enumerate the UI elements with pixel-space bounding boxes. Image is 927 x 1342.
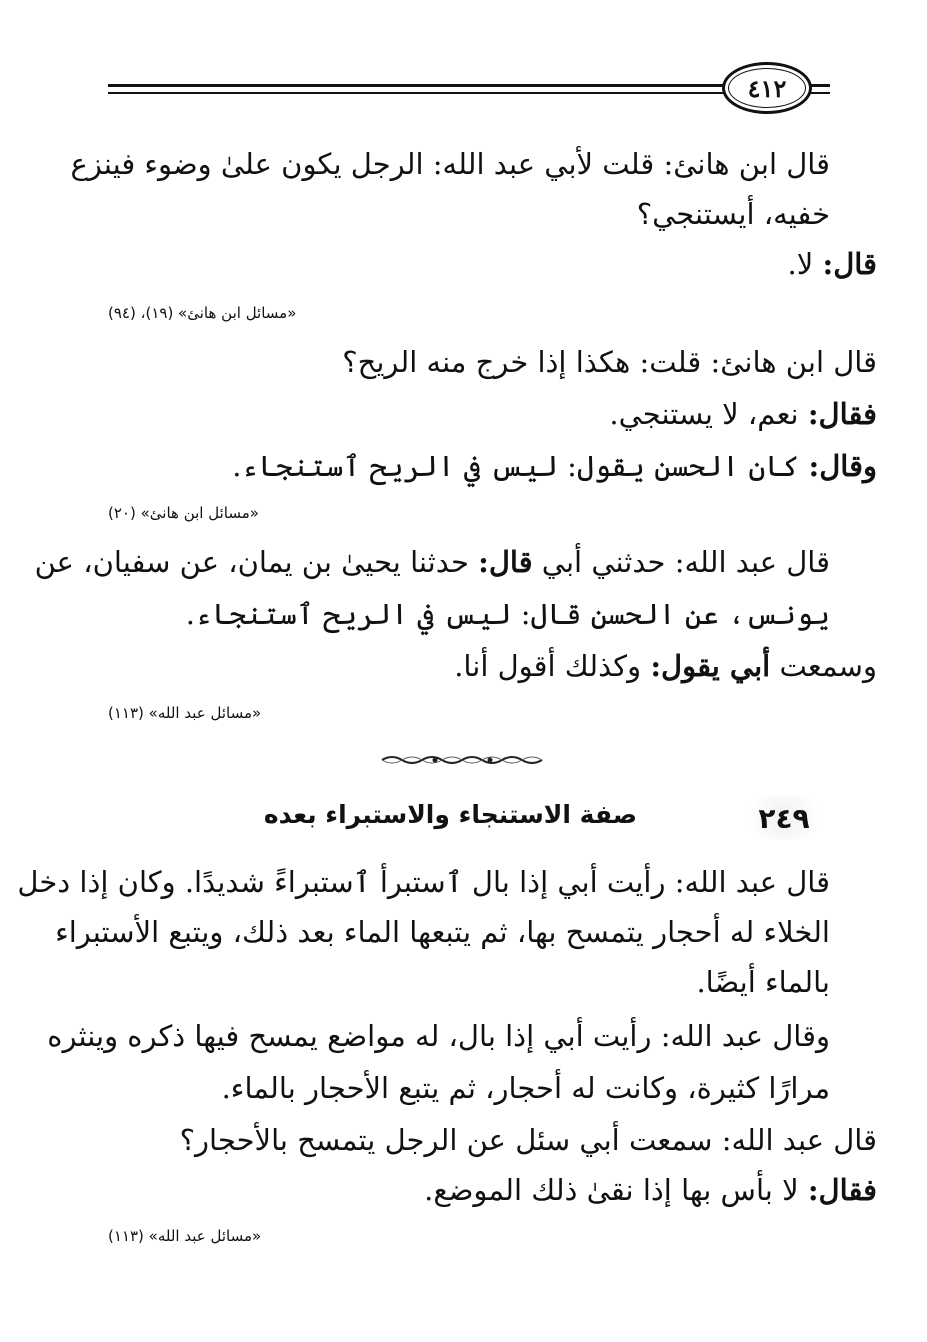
- paragraph-line: [70, 140, 830, 188]
- speaker-label: قال:: [478, 545, 533, 579]
- text-run: لا.: [787, 247, 823, 281]
- text-run: نعم، لا يستنجي.: [609, 397, 808, 431]
- header-rule-left: [108, 84, 726, 87]
- paragraph-line: [424, 1166, 877, 1214]
- text-run: قال عبد الله: سمعت أبي سئل عن الرجل يتمسح بالأحجار؟: [179, 1123, 877, 1157]
- text-run: حدثنا يحيىٰ بن يمان، عن سفيان، عن: [34, 545, 479, 579]
- text-run: خفيه، أيستنجي؟: [636, 197, 830, 231]
- text-run: قال ابن هانئ: قلت: هكذا إذا خرج منه الريح؟: [342, 345, 877, 379]
- text-run: الخلاء له أحجار يتمسح بها، ثم يتبعها الماء بعد ذلك، ويتبع الأستبراء: [55, 915, 830, 949]
- paragraph-line: [55, 908, 830, 956]
- text-run: قال عبد الله: حدثني أبي: [532, 545, 830, 579]
- paragraph-line: [180, 1116, 877, 1164]
- paragraph-line: [788, 240, 877, 288]
- speaker-label: وقال:: [808, 449, 877, 483]
- citation: «مسائل عبد الله» (١١٣): [108, 704, 262, 722]
- text-run: وكذلك أقول أنا.: [454, 649, 651, 683]
- text-run: مرارًا كثيرة، وكانت له أحجار، ثم يتبع الأحجار بالماء.: [221, 1071, 830, 1105]
- speaker-label: فقال:: [807, 1173, 877, 1207]
- paragraph-line: [609, 390, 877, 438]
- text-run: وقال عبد الله: رأيت أبي إذا بال، له مواضع يمسح فيها ذكره وينثره: [47, 1019, 830, 1053]
- paragraph-line: [47, 1012, 830, 1060]
- text-run: قال ابن هانئ: قلت لأبي عبد الله: الرجل يكون علىٰ وضوء فينزع: [70, 147, 830, 181]
- citation: «مسائل ابن هانئ» (١٩)، (٩٤): [108, 304, 297, 322]
- paragraph-line: [232, 442, 877, 490]
- text-run: وسمعت: [770, 649, 877, 683]
- text-run: يونس، عن الحسن قال: ليس في الريح ٱستنجاء.: [185, 597, 830, 631]
- paragraph-line: [696, 958, 830, 1006]
- section-number: ٢٤٩: [738, 796, 830, 840]
- page-number: ٤١٢: [747, 73, 787, 103]
- text-run: كان الحسن يقول: ليس في الريح ٱستنجاء.: [232, 449, 809, 483]
- citation: «مسائل عبد الله» (١١٣): [108, 1227, 262, 1245]
- text-run: لا بأس بها إذا نقىٰ ذلك الموضع.: [424, 1173, 808, 1207]
- section-title: صفة الاستنجاء والاستبراء بعده: [263, 800, 637, 829]
- paragraph-line: [222, 1064, 830, 1112]
- speaker-label: قال:: [822, 247, 877, 281]
- paragraph-line: [17, 858, 830, 906]
- paragraph-line: [454, 642, 877, 690]
- paragraph-line: [342, 338, 877, 386]
- page-number-badge: [722, 62, 812, 114]
- text-run: بالماء أيضًا.: [696, 965, 830, 999]
- ornament-divider: [380, 753, 545, 767]
- paragraph-line: [186, 590, 830, 638]
- text-run: قال عبد الله: رأيت أبي إذا بال ٱستبرأ ٱستبراءً شديدًا. وكان إذا دخل: [17, 865, 830, 899]
- citation: «مسائل ابن هانئ» (٢٠): [108, 504, 259, 522]
- paragraph-line: [34, 538, 830, 586]
- speaker-label: أبي يقول:: [650, 649, 771, 683]
- header-rule-left-thin: [108, 92, 726, 94]
- speaker-label: فقال:: [807, 397, 877, 431]
- paragraph-line: [637, 190, 830, 238]
